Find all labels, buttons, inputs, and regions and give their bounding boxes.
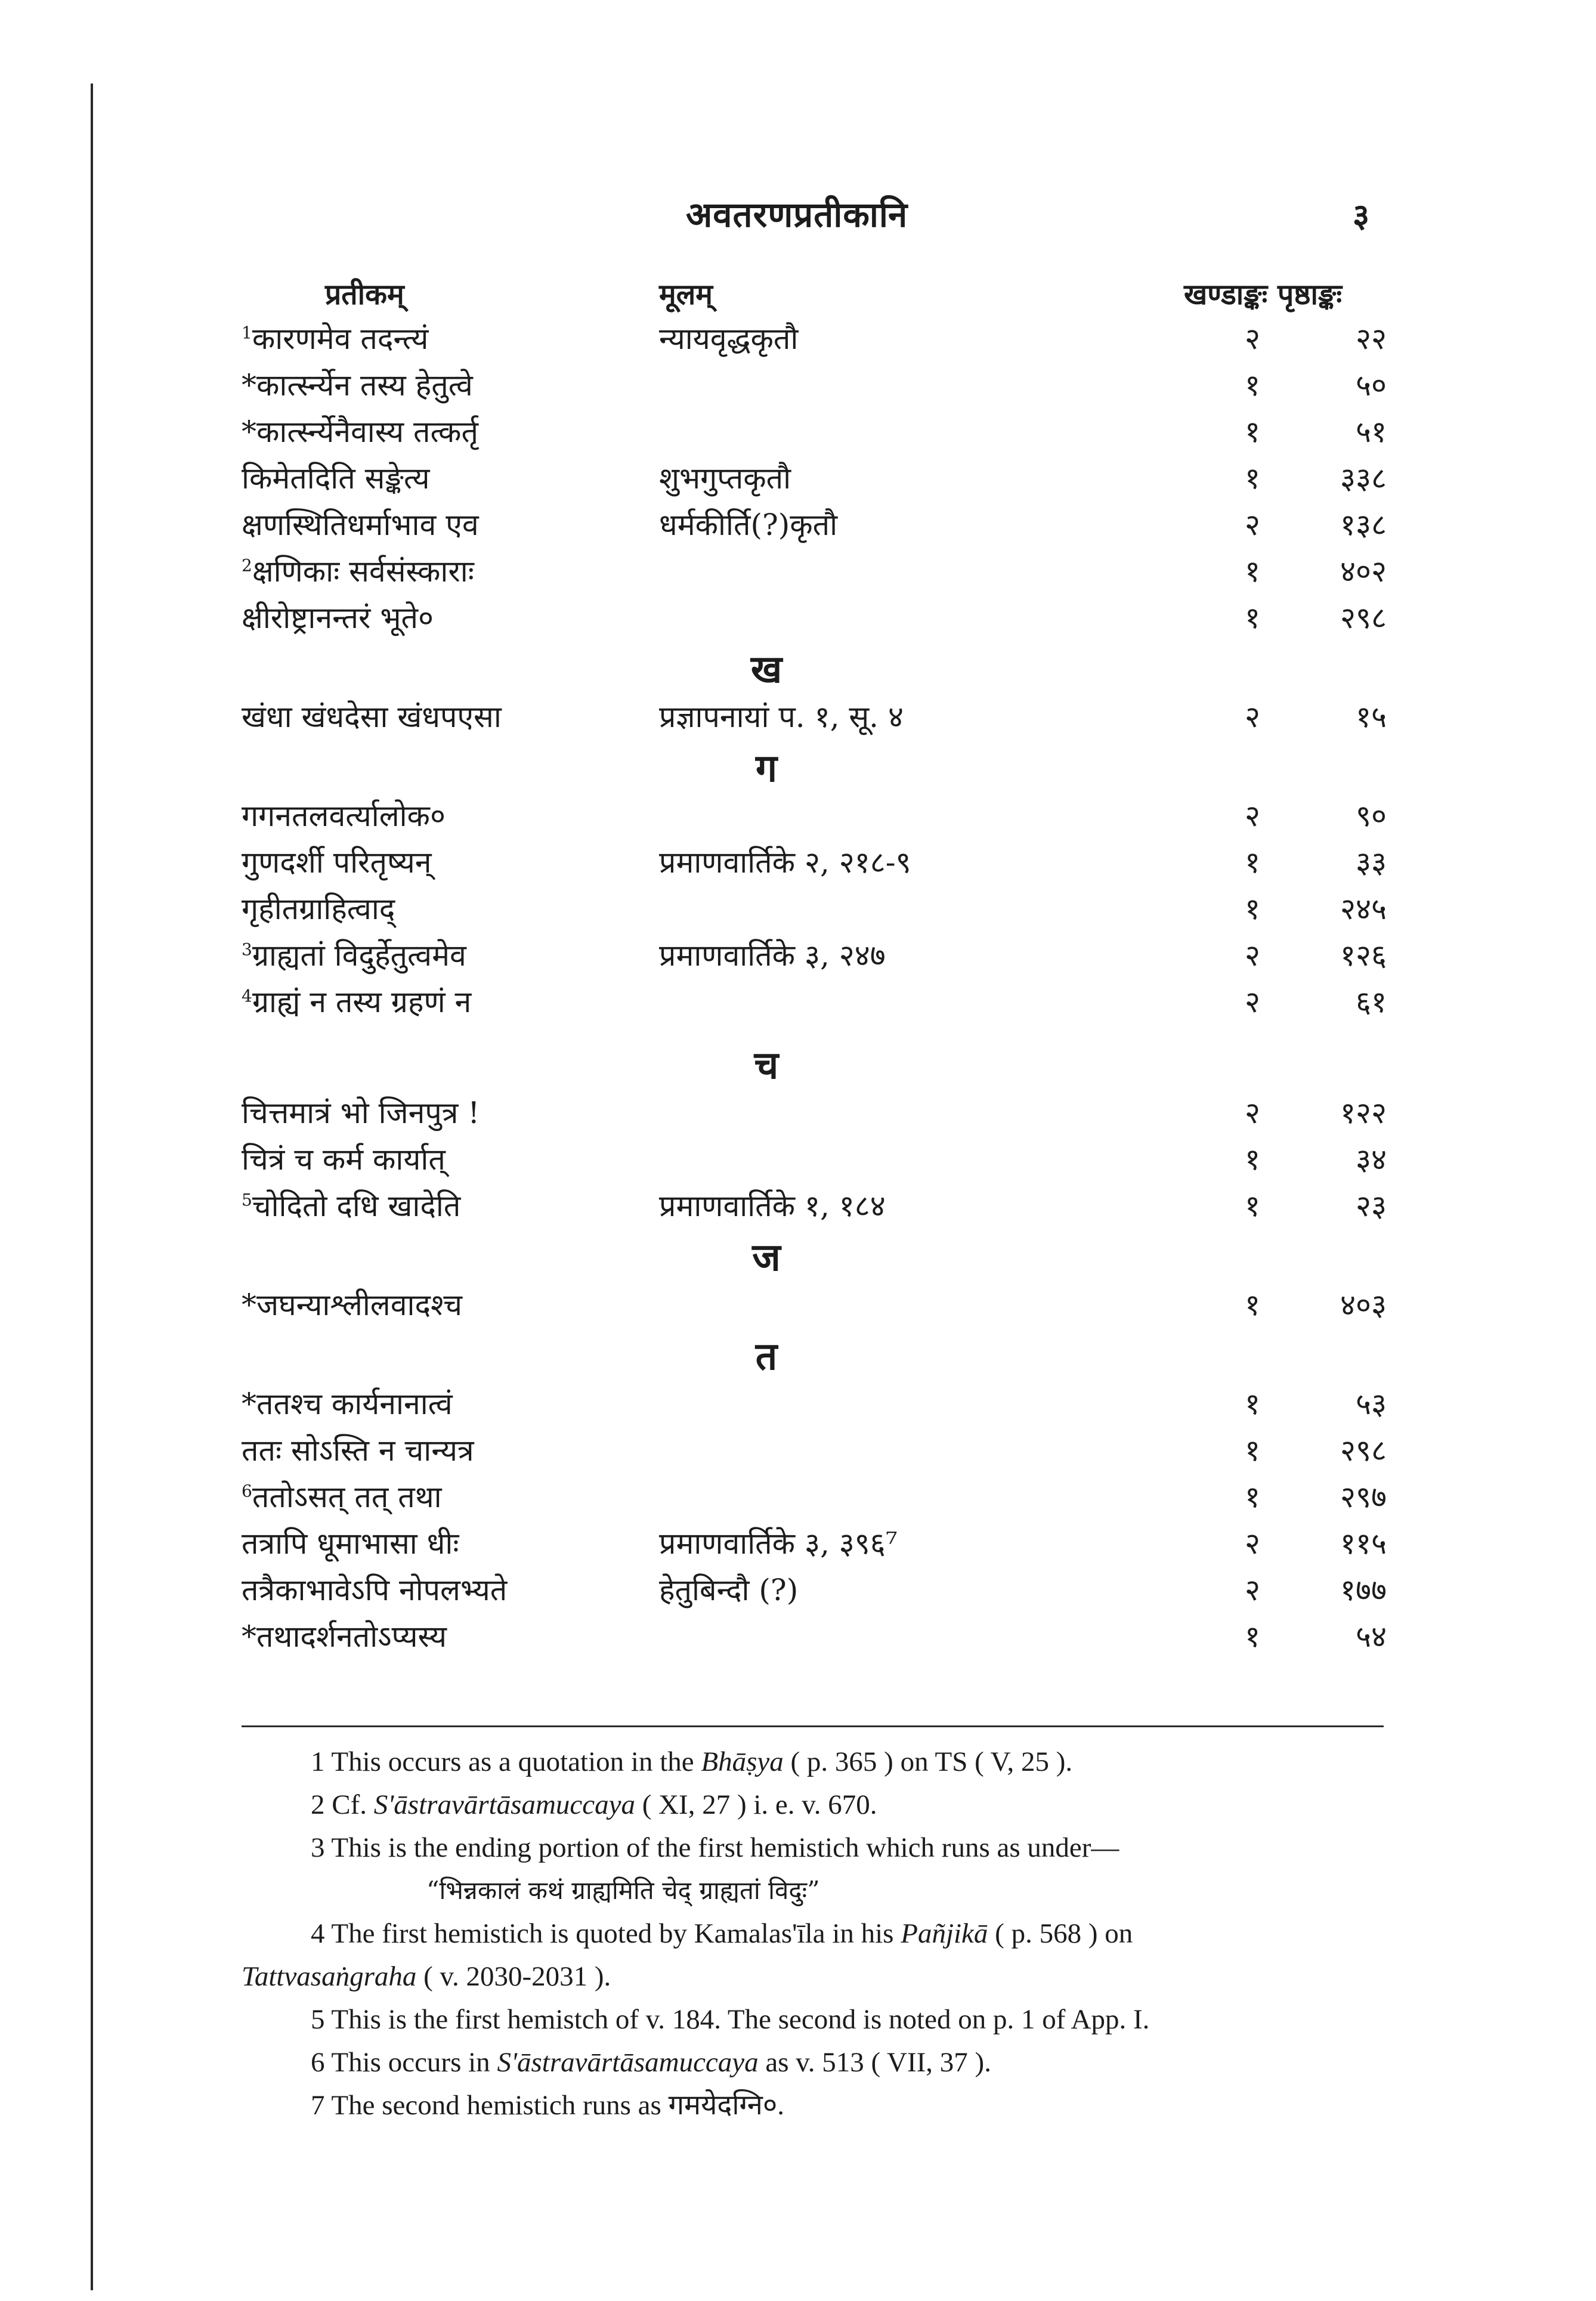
khanda-cell: १ <box>1245 1619 1260 1654</box>
page-cell: १७७ <box>1340 1573 1387 1607</box>
fn-text: ( v. 2030-2031 ). <box>416 1961 611 1992</box>
pratika-cell <box>242 841 432 882</box>
footnote-marker: 1 <box>242 323 252 343</box>
pratika-text: कारणमेव तदन्त्यं <box>252 321 429 356</box>
page-cell: २९८ <box>1340 1433 1387 1468</box>
khanda-cell: २ <box>1245 1573 1260 1607</box>
pratika-cell <box>242 1383 453 1423</box>
page-cell: १२६ <box>1340 938 1387 973</box>
fn-italic: Pañjikā <box>901 1918 988 1949</box>
page-cell: ६१ <box>1356 985 1387 1019</box>
page-cell: ५१ <box>1356 415 1387 449</box>
khanda-cell: २ <box>1245 508 1260 542</box>
pratika-text: तत्रापि धूमाभासा धीः <box>242 1526 459 1561</box>
mulam-cell: प्रमाणवार्तिके ३, २४७ <box>659 938 886 973</box>
table-row <box>242 1084 1387 1131</box>
fn-text: 6 This occurs in <box>311 2047 497 2078</box>
section-heading-ga <box>242 735 1387 791</box>
pratika-text: *तथादर्शनतोऽप्यस्य <box>242 1619 447 1654</box>
pratika-cell <box>242 550 474 590</box>
fn-italic: Bhāṣya <box>701 1746 784 1777</box>
page-cell: २३ <box>1356 1189 1387 1223</box>
table-row <box>242 1468 1387 1515</box>
fn-text: 4 The first hemistich is quoted by Kamalas'īla in his <box>311 1918 901 1949</box>
pratika-text: चित्रं च कर्म कार्यात् <box>242 1142 446 1177</box>
khanda-cell: २ <box>1245 700 1260 734</box>
pratika-text: गगनतलवर्त्यालोक० <box>242 799 446 833</box>
footnote-6 <box>242 2041 1387 2084</box>
footnote-marker: 5 <box>242 1190 252 1210</box>
pratika-text: गृहीतग्राहित्वाद् <box>242 892 395 926</box>
column-header-pratika: प्रतीकम् <box>325 278 404 311</box>
page-cell: ४०२ <box>1340 554 1387 589</box>
footnotes <box>242 1740 1387 2127</box>
pratika-cell <box>242 596 434 637</box>
khanda-cell: १ <box>1245 1480 1260 1514</box>
khanda-cell: १ <box>1245 461 1260 496</box>
pratika-cell <box>242 503 479 544</box>
table-row <box>242 973 1387 1020</box>
section-letter: ख <box>750 647 782 692</box>
pratika-cell <box>242 1615 447 1656</box>
khanda-cell: १ <box>1245 1189 1260 1223</box>
fn-text: 5 This is the first hemistch of v. 184. The second is noted on p. 1 of App. I. <box>311 2004 1150 2035</box>
khanda-cell: १ <box>1245 415 1260 449</box>
page-cell: ४०३ <box>1340 1288 1387 1322</box>
section-heading-ca <box>242 1032 1387 1088</box>
fn-verse: “भिन्नकालं कथं ग्राह्यमिति चेद् ग्राह्यतां विदुः” <box>426 1876 820 1905</box>
page-cell: ९० <box>1356 799 1387 833</box>
khanda-cell: २ <box>1245 1096 1260 1130</box>
table-row <box>242 450 1387 496</box>
mulam-cell: प्रमाणवार्तिके ३, ३९६⁷ <box>659 1526 898 1561</box>
table-row <box>242 357 1387 403</box>
table-row <box>242 834 1387 880</box>
page-cell: २४५ <box>1340 892 1387 926</box>
fn-text: 3 This is the ending portion of the first hemistich which runs as under— <box>311 1832 1119 1863</box>
table-row <box>242 1515 1387 1561</box>
mulam-cell: शुभगुप्तकृतौ <box>659 461 791 496</box>
khanda-cell: १ <box>1245 892 1260 926</box>
pratika-cell <box>242 457 430 497</box>
pratika-text: किमेतदिति सङ्केत्य <box>242 461 430 496</box>
fn-text: 7 The second hemistich runs as गमयेदग्नि०. <box>311 2090 785 2121</box>
table-row <box>242 496 1387 543</box>
section-heading-kha <box>242 636 1387 692</box>
pratika-cell <box>242 981 471 1021</box>
pratika-cell <box>242 1429 474 1470</box>
fn-text: 2 Cf. <box>311 1789 374 1820</box>
table-row <box>242 1131 1387 1177</box>
page-cell: ५० <box>1356 368 1387 403</box>
pratika-text: गुणदर्शी परितृष्यन् <box>242 845 432 880</box>
pratika-cell <box>242 317 428 358</box>
pratika-cell <box>242 1522 459 1563</box>
page-cell: ११५ <box>1340 1526 1387 1561</box>
pratika-cell <box>242 1091 480 1132</box>
fn-text: ( p. 365 ) on TS ( V, 25 ). <box>783 1746 1073 1777</box>
pratika-text: *ततश्च कार्यनानात्वं <box>242 1387 453 1421</box>
fn-italic: S'āstravārtāsamuccaya <box>373 1789 635 1820</box>
pratika-text: चोदितो दधि खादेति <box>252 1189 461 1223</box>
fn-text: ( p. 568 ) on <box>988 1918 1133 1949</box>
mulam-cell: प्रज्ञापनायां प. १, सू. ४ <box>659 700 904 734</box>
group-rows-ca <box>242 1084 1387 1224</box>
footnote-marker: 2 <box>242 555 252 576</box>
page-cell: २९७ <box>1340 1480 1387 1514</box>
page-cell: १३८ <box>1340 508 1387 542</box>
group-rows-ta <box>242 1375 1387 1654</box>
table-row <box>242 1276 1387 1323</box>
footnote-4 <box>242 1912 1387 1955</box>
khanda-cell: २ <box>1245 938 1260 973</box>
fn-text: 1 This occurs as a quotation in the <box>311 1746 701 1777</box>
pratika-text: क्षणस्थितिधर्माभाव एव <box>242 508 479 542</box>
table-row <box>242 1375 1387 1422</box>
khanda-cell: १ <box>1245 601 1260 635</box>
table-row <box>242 310 1387 357</box>
pratika-text: ततोऽसत् तत् तथा <box>252 1480 442 1514</box>
pratika-text: चित्तमात्रं भो जिनपुत्र ! <box>242 1096 480 1130</box>
page-cell: १५ <box>1356 700 1387 734</box>
khanda-cell: २ <box>1245 1526 1260 1561</box>
page-cell: २२ <box>1356 321 1387 356</box>
fn-text: as v. 513 ( VII, 37 ). <box>758 2047 991 2078</box>
index-table <box>242 310 1387 1654</box>
group-rows-ga <box>242 787 1387 1020</box>
column-header-mulam: मूलम् <box>659 278 713 311</box>
page-cell: ५४ <box>1356 1619 1387 1654</box>
page-number: ३ <box>1353 196 1370 234</box>
page-cell: ३४ <box>1356 1142 1387 1177</box>
footnote-7 <box>242 2084 1387 2127</box>
pratika-text: ततः सोऽस्ति न चान्यत्र <box>242 1433 474 1468</box>
pratika-text: *कार्त्स्न्येन तस्य हेतुत्वे <box>242 368 473 403</box>
pratika-cell <box>242 1138 446 1179</box>
fn-italic: Tattvasaṅgraha <box>242 1961 417 1992</box>
page-cell: ५३ <box>1356 1387 1387 1421</box>
pratika-text: ग्राह्यतां विदुर्हेतुत्वमेव <box>252 938 466 973</box>
mulam-cell: धर्मकीर्ति(?)कृतौ <box>659 508 838 542</box>
pratika-cell <box>242 1284 462 1324</box>
pratika-cell <box>242 794 446 835</box>
khanda-cell: १ <box>1245 1288 1260 1322</box>
page-title: अवतरणप्रतीकानि <box>686 194 908 235</box>
group-rows-a <box>242 310 1387 636</box>
table-row <box>242 1608 1387 1654</box>
page-cell: ३३ <box>1356 845 1387 880</box>
pratika-cell <box>242 934 466 975</box>
table-row <box>242 543 1387 589</box>
margin-line <box>91 83 93 2290</box>
pratika-text: खंधा खंधदेसा खंधपएसा <box>242 700 502 734</box>
table-row <box>242 787 1387 834</box>
pratika-cell <box>242 1184 460 1225</box>
table-row <box>242 688 1387 735</box>
footnote-divider <box>242 1725 1384 1727</box>
mulam-cell: प्रमाणवार्तिके २, २१८-९ <box>659 845 911 880</box>
section-letter: ग <box>755 746 778 791</box>
khanda-cell: १ <box>1245 368 1260 403</box>
pratika-text: तत्रैकाभावेऽपि नोपलभ्यते <box>242 1573 508 1607</box>
table-row <box>242 1177 1387 1224</box>
page-cell: २९८ <box>1340 601 1387 635</box>
page-cell: १२२ <box>1340 1096 1387 1130</box>
column-header-khanda-prishtha: खण्डाङ्कः पृष्ठाङ्कः <box>1184 278 1343 311</box>
table-row <box>242 589 1387 636</box>
fn-text: ( XI, 27 ) i. e. v. 670. <box>635 1789 877 1820</box>
section-letter: त <box>755 1334 778 1379</box>
pratika-text: *कार्त्स्न्येनैवास्य तत्कर्तृ <box>242 415 478 449</box>
pratika-cell <box>242 887 395 928</box>
pratika-text: क्षीरोष्ट्रानन्तरं भूते० <box>242 601 434 635</box>
page-cell: ३३८ <box>1340 461 1387 496</box>
pratika-cell <box>242 1476 442 1516</box>
group-rows-kha <box>242 688 1387 735</box>
mulam-cell: न्यायवृद्धकृतौ <box>659 321 799 356</box>
pratika-cell <box>242 410 478 451</box>
khanda-cell: १ <box>1245 1142 1260 1177</box>
khanda-cell: १ <box>1245 1387 1260 1421</box>
table-row <box>242 403 1387 450</box>
table-row <box>242 1422 1387 1468</box>
footnote-5 <box>242 1998 1387 2041</box>
mulam-cell: हेतुबिन्दौ (?) <box>659 1573 799 1607</box>
khanda-cell: १ <box>1245 554 1260 589</box>
footnote-marker: 3 <box>242 939 252 960</box>
khanda-cell: २ <box>1245 321 1260 356</box>
footnote-1 <box>242 1740 1387 1783</box>
fn-italic: S'āstravārtāsamuccaya <box>497 2047 759 2078</box>
khanda-cell: २ <box>1245 799 1260 833</box>
pratika-cell <box>242 1569 507 1609</box>
section-letter: च <box>754 1043 779 1088</box>
khanda-cell: १ <box>1245 1433 1260 1468</box>
mulam-cell: प्रमाणवार्तिके १, १८४ <box>659 1189 886 1223</box>
khanda-cell: २ <box>1245 985 1260 1019</box>
section-letter: ज <box>752 1235 781 1280</box>
footnote-3-verse <box>242 1869 1387 1912</box>
section-heading-ta <box>242 1323 1387 1379</box>
pratika-text: क्षणिकाः सर्वसंस्काराः <box>252 554 474 589</box>
footnote-marker: 6 <box>242 1481 252 1501</box>
footnote-marker: 4 <box>242 986 252 1006</box>
table-row <box>242 927 1387 973</box>
table-row <box>242 1561 1387 1608</box>
footnote-4-cont <box>242 1955 1387 1998</box>
group-rows-ja <box>242 1276 1387 1323</box>
khanda-cell: १ <box>1245 845 1260 880</box>
pratika-text: *जघन्याश्लीलवादश्च <box>242 1288 462 1322</box>
pratika-cell <box>242 695 502 736</box>
footnote-2 <box>242 1783 1387 1826</box>
pratika-cell <box>242 364 473 404</box>
footnote-3 <box>242 1826 1387 1869</box>
section-heading-ja <box>242 1224 1387 1280</box>
pratika-text: ग्राह्यं न तस्य ग्रहणं न <box>252 985 472 1019</box>
table-row <box>242 880 1387 927</box>
